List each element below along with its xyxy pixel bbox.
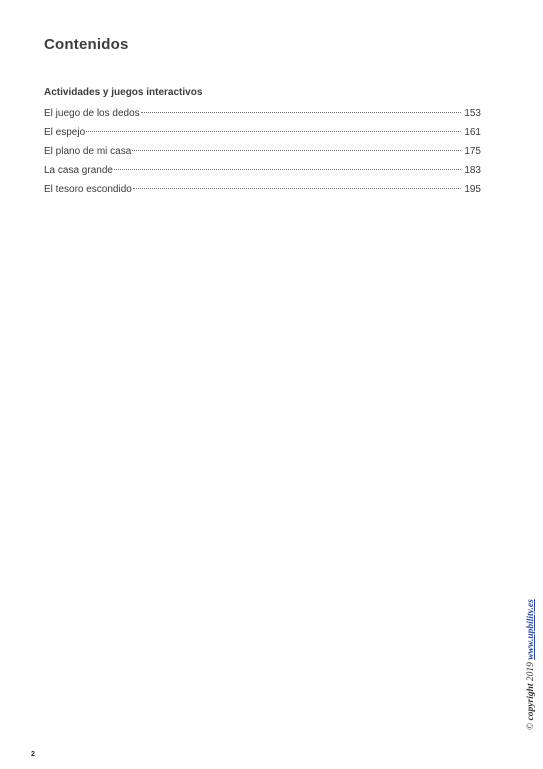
- toc-entry-title: El tesoro escondido: [44, 184, 132, 195]
- toc-entry[interactable]: [44, 142, 481, 161]
- toc-dot-leader: [114, 169, 461, 170]
- page-title: Contenidos: [44, 36, 129, 53]
- toc-dot-leader: [133, 188, 461, 189]
- toc-entry-title: El juego de los dedos: [44, 108, 140, 119]
- toc-entry[interactable]: [44, 104, 481, 123]
- toc-entry[interactable]: [44, 123, 481, 142]
- copyright-year: 2019: [526, 662, 536, 682]
- toc-entry-page: 183: [464, 165, 481, 176]
- toc-dot-leader: [141, 112, 461, 113]
- page-number: 2: [31, 751, 35, 758]
- table-of-contents: [44, 104, 481, 199]
- copyright-notice: [526, 599, 536, 730]
- toc-entry[interactable]: [44, 180, 481, 199]
- toc-entry-page: 153: [464, 108, 481, 119]
- toc-dot-leader: [132, 150, 461, 151]
- section-heading: Actividades y juegos interactivos: [44, 87, 203, 98]
- toc-entry-page: 175: [464, 146, 481, 157]
- copyright-label: copyright: [526, 683, 536, 721]
- copyright-symbol: ©: [526, 722, 536, 730]
- toc-entry-title: La casa grande: [44, 165, 113, 176]
- toc-entry-title: El espejo: [44, 127, 86, 138]
- toc-entry-page: 195: [464, 184, 481, 195]
- toc-entry-title: El plano de mi casa: [44, 146, 132, 157]
- toc-entry[interactable]: [44, 161, 481, 180]
- publisher-link[interactable]: www.upbility.es: [526, 599, 536, 660]
- toc-dot-leader: [86, 131, 461, 132]
- toc-entry-page: 161: [464, 127, 481, 138]
